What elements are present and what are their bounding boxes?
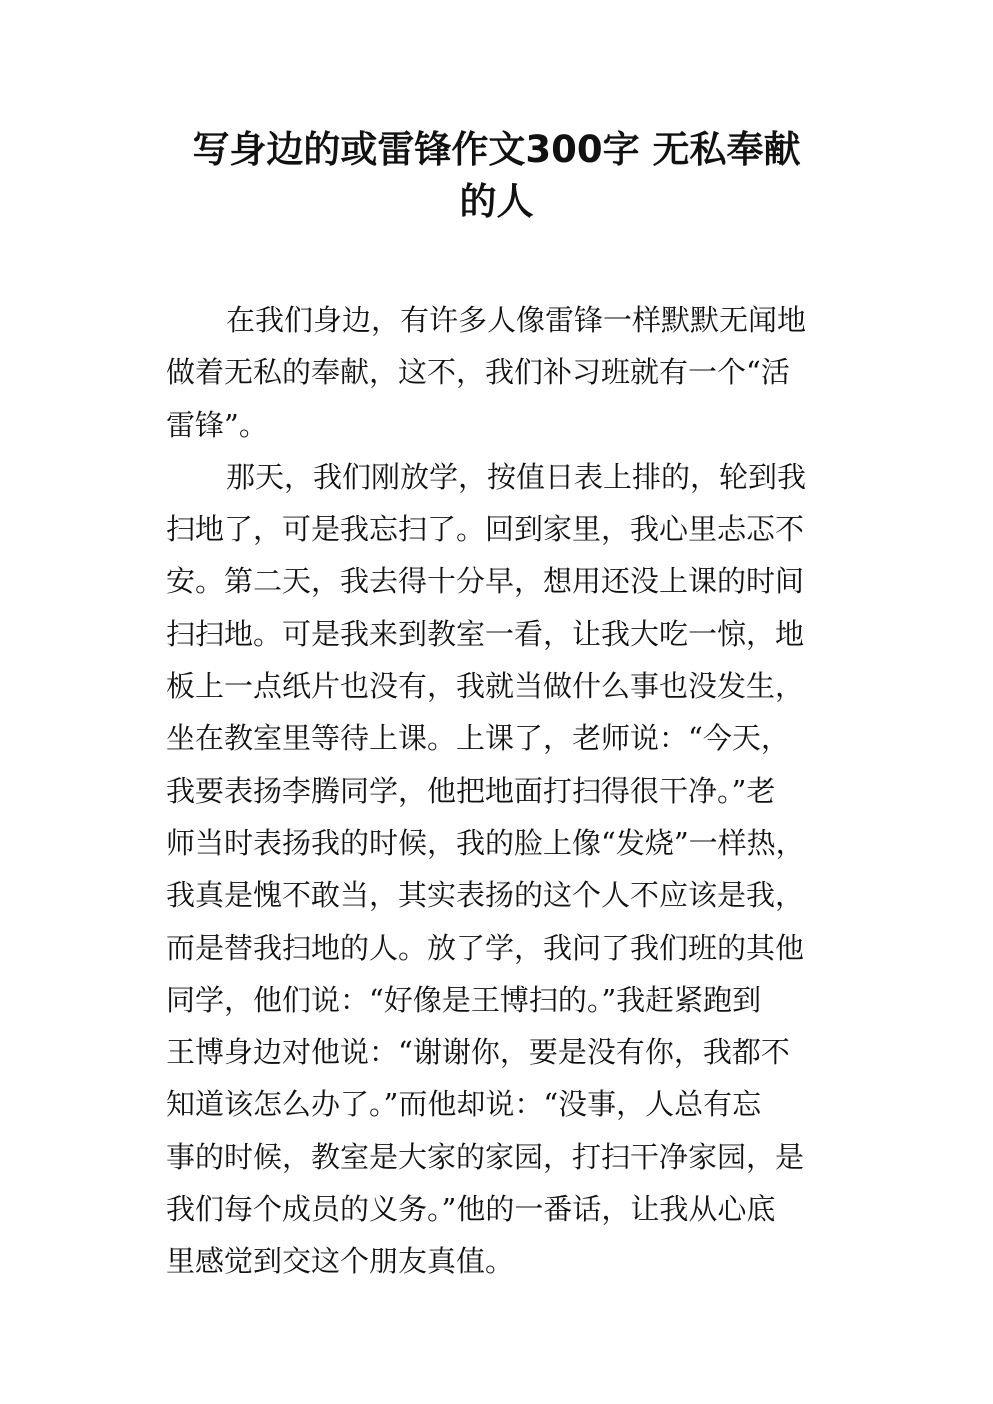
- paragraph-line: 事的时候，教室是大家的家园，打扫干净家园，是: [166, 1139, 805, 1174]
- paragraph-line: 我真是愧不敢当，其实表扬的这个人不应该是我，: [166, 878, 805, 913]
- paragraph-line: 我们每个成员的义务。”他的一番话，让我从心底: [166, 1192, 776, 1227]
- paragraph-line: 而是替我扫地的人。放了学，我问了我们班的其他: [166, 930, 805, 965]
- paragraph-line: 师当时表扬我的时候，我的脸上像“发烧”一样热，: [166, 825, 805, 860]
- title-line: 的人: [459, 180, 534, 223]
- paragraph-line: 板上一点纸片也没有，我就当做什么事也没发生，: [166, 669, 805, 704]
- paragraph-2: [166, 451, 838, 1288]
- paragraph-1: [166, 294, 838, 451]
- article-body: [166, 294, 838, 1288]
- title-line: 写身边的或雷锋作文300字 无私奉献: [192, 128, 801, 171]
- paragraph-line: 扫地了，可是我忘扫了。回到家里，我心里忐忑不: [166, 512, 805, 547]
- paragraph-line: 在我们身边，有许多人像雷锋一样默默无闻地: [226, 303, 807, 337]
- paragraph-line: 我要表扬李腾同学，他把地面打扫得很干净。”老: [166, 773, 776, 808]
- paragraph-line: 做着无私的奉献，这不，我们补习班就有一个“活: [166, 355, 790, 390]
- paragraph-line: 坐在教室里等待上课。上课了，老师说：“今天，: [166, 721, 790, 756]
- paragraph-line: 里感觉到交这个朋友真值。: [166, 1244, 515, 1279]
- paragraph-line: 那天，我们刚放学，按值日表上排的，轮到我: [226, 459, 807, 494]
- paragraph-line: 安。第二天，我去得十分早，想用还没上课的时间: [166, 564, 805, 599]
- paragraph-line: 雷锋”。: [166, 407, 268, 442]
- paragraph-line: 知道该怎么办了。”而他却说：“没事，人总有忘: [166, 1087, 762, 1122]
- paragraph-line: 扫扫地。可是我来到教室一看，让我大吃一惊，地: [166, 616, 805, 651]
- document-title: [150, 124, 843, 228]
- paragraph-line: 王博身边对他说：“谢谢你，要是没有你，我都不: [166, 1035, 790, 1070]
- paragraph-line: 同学，他们说：“好像是王博扫的。”我赶紧跑到: [166, 982, 762, 1017]
